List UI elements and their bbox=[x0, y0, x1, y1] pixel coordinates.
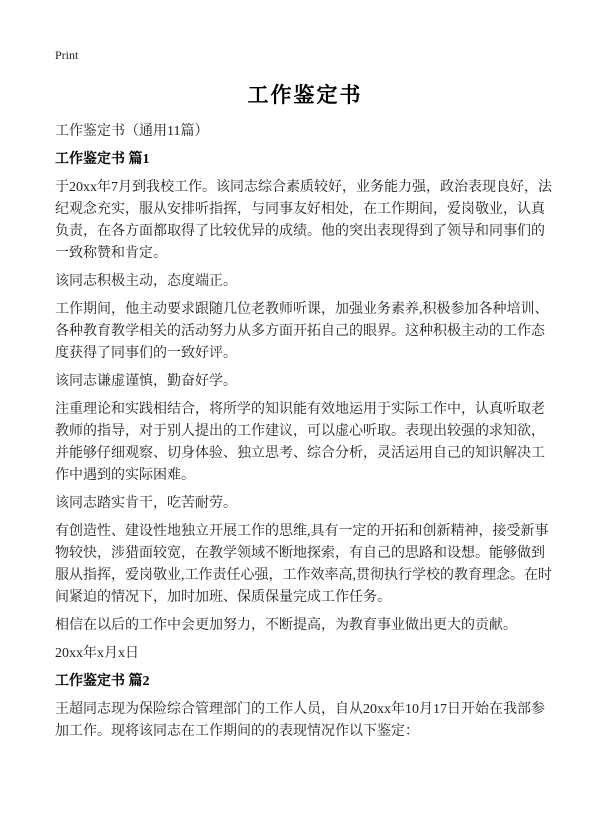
section-heading-2: 工作鉴定书 篇2 bbox=[55, 674, 150, 689]
paragraph: 该同志踏实肯干，吃苦耐劳。 bbox=[55, 496, 237, 511]
subtitle: 工作鉴定书（通用11篇） bbox=[55, 124, 209, 139]
section-heading-1: 工作鉴定书 篇1 bbox=[55, 152, 150, 167]
paragraph: 该同志积极主动，态度端正。 bbox=[55, 274, 237, 289]
paragraph: 王超同志现为保险综合管理部门的工作人员，自从20xx年10月17日开始在我部参加工作。现将该同志在工作期间的的表现情况作以下鉴定： bbox=[55, 702, 545, 739]
page-title: 工作鉴定书 bbox=[247, 83, 363, 107]
paragraph: 有创造性、建设性地独立开展工作的思维,具有一定的开拓和创新精神，接受新事物较快，涉猎面较宽，在教学领域不断地探索，有自己的思路和设想。能够做到服从指挥，爱岗敬业,工作责任心强，工作效率高,贯彻执行学校的教育理念。在时间紧迫的情况下，加时加班、保质保量完成工作任务。 bbox=[55, 524, 552, 605]
date-line: 20xx年x月x日 bbox=[55, 646, 139, 661]
paragraph: 相信在以后的工作中会更加努力，不断提高，为教育事业做出更大的贡献。 bbox=[55, 618, 517, 633]
paragraph: 于20xx年7月到我校工作。该同志综合素质较好，业务能力强，政治表现良好，法纪观念充实，服从安排听指挥，与同事友好相处，在工作期间，爱岗敬业，认真负责，在各方面都取得了比较优异的成绩。他的突出表现得到了领导和同事们的一致称赞和肯定。 bbox=[55, 180, 552, 261]
paragraph: 注重理论和实践相结合，将所学的知识能有效地运用于实际工作中，认真听取老教师的指导，对于别人提出的工作建议，可以虚心听取。表现出较强的求知欲，并能够仔细观察、切身体验、独立思考、综合分析，灵活运用自己的知识解决工作中遇到的实际困难。 bbox=[55, 402, 545, 483]
paragraph: 该同志谦虚谨慎，勤奋好学。 bbox=[55, 374, 237, 389]
paragraph: 工作期间，他主动要求跟随几位老教师听课，加强业务素养,积极参加各种培训、各种教育教学相关的活动努力从多方面开拓自己的眼界。这种积极主动的工作态度获得了同事们的一致好评。 bbox=[55, 302, 549, 361]
print-link[interactable]: Print bbox=[55, 48, 79, 62]
